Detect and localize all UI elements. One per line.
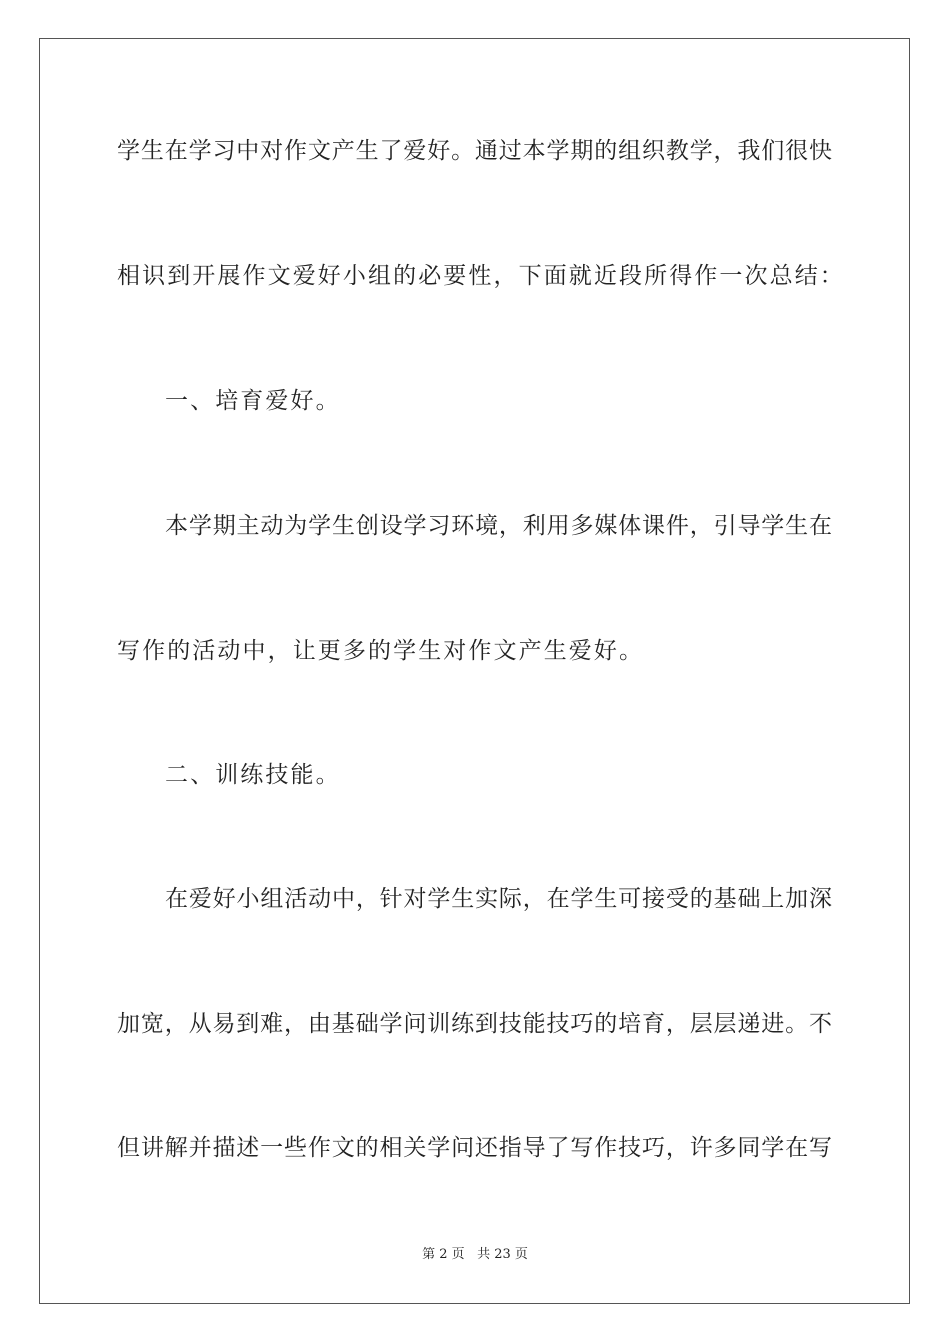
body-text-line: 但讲解并描述一些作文的相关学问还指导了写作技巧，许多同学在写 (117, 1135, 832, 1161)
section-heading: 二、训练技能。 (165, 762, 341, 788)
total-page-count: 共 23 页 (477, 1247, 528, 1262)
current-page-number: 第 2 页 (422, 1247, 465, 1262)
body-text-line: 写作的活动中，让更多的学生对作文产生爱好。 (117, 638, 645, 664)
body-text-line: 相识到开展作文爱好小组的必要性，下面就近段所得作一次总结： (117, 263, 845, 289)
body-text-line: 学生在学习中对作文产生了爱好。通过本学期的组织教学，我们很快 (117, 138, 832, 164)
body-text-line: 在爱好小组活动中，针对学生实际，在学生可接受的基础上加深 (165, 886, 832, 912)
body-text-line: 加宽，从易到难，由基础学问训练到技能技巧的培育，层层递进。不 (117, 1011, 832, 1037)
page-footer (0, 1246, 950, 1264)
page-border (39, 38, 910, 1304)
section-heading: 一、培育爱好。 (165, 388, 341, 414)
body-text-line: 本学期主动为学生创设学习环境，利用多媒体课件，引导学生在 (165, 513, 832, 539)
